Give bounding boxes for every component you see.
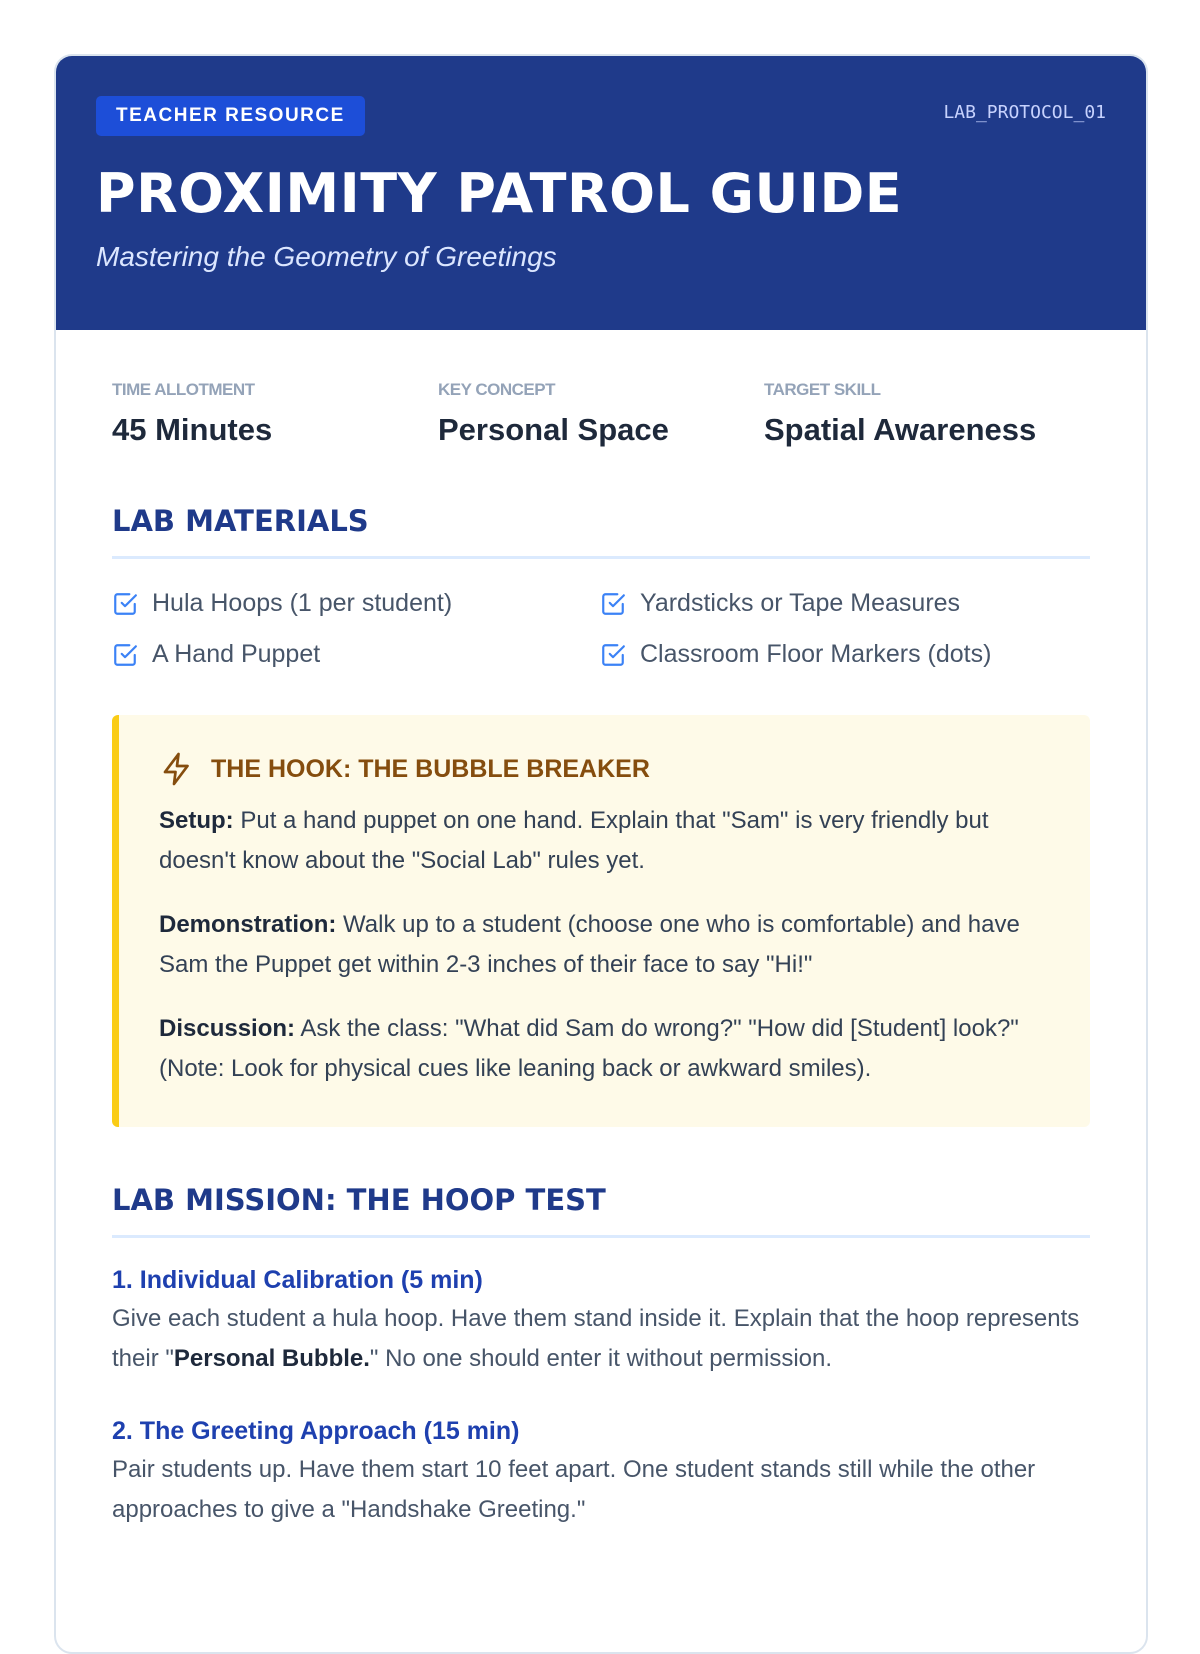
hook-label: Discussion: bbox=[159, 1015, 296, 1042]
hook-paragraph-demonstration bbox=[159, 905, 1050, 985]
meta-label: TARGET SKILL bbox=[764, 380, 881, 399]
material-item bbox=[112, 640, 600, 669]
protocol-id: LAB_PROTOCOL_01 bbox=[943, 102, 1106, 123]
guide-body bbox=[56, 330, 1146, 1530]
page-title: PROXIMITY PATROL GUIDE bbox=[96, 162, 903, 225]
checkbox-checked-icon bbox=[600, 642, 626, 668]
mission-step bbox=[112, 1417, 1090, 1530]
hook-text: Put a hand puppet on one hand. Explain that "Sam" is very friendly but doesn't know about the "Social Lab" rules yet. bbox=[159, 807, 989, 874]
mission-heading: LAB MISSION: THE HOOP TEST bbox=[112, 1183, 1090, 1238]
meta-label: KEY CONCEPT bbox=[438, 380, 555, 399]
meta-label: TIME ALLOTMENT bbox=[112, 380, 255, 399]
teacher-resource-badge: TEACHER RESOURCE bbox=[96, 96, 365, 136]
material-label: Yardsticks or Tape Measures bbox=[640, 589, 961, 617]
step-text-emphasis: Personal Bubble. bbox=[173, 1345, 370, 1372]
hook-paragraph-setup bbox=[159, 801, 1050, 881]
meta-row bbox=[112, 380, 1090, 448]
materials-heading: LAB MATERIALS bbox=[112, 504, 1090, 559]
material-label: Hula Hoops (1 per student) bbox=[152, 589, 453, 617]
material-item bbox=[112, 589, 600, 618]
page-subtitle: Mastering the Geometry of Greetings bbox=[96, 241, 557, 273]
step-title: 1. Individual Calibration (5 min) bbox=[112, 1266, 483, 1294]
hook-text: Walk up to a student (choose one who is comfortable) and have Sam the Puppet get within 2-3 inches of their face to say "Hi!" bbox=[159, 911, 1020, 978]
material-label: A Hand Puppet bbox=[152, 640, 321, 668]
materials-list bbox=[112, 589, 1090, 669]
step-text bbox=[112, 1299, 1090, 1379]
guide-header bbox=[56, 56, 1146, 330]
hook-heading bbox=[159, 751, 1050, 787]
hook-label: Setup: bbox=[159, 807, 234, 834]
meta-value: 45 Minutes bbox=[112, 412, 273, 447]
hook-paragraph-discussion bbox=[159, 1009, 1050, 1089]
material-label: Classroom Floor Markers (dots) bbox=[640, 640, 992, 668]
material-item bbox=[600, 589, 1070, 618]
hook-callout bbox=[112, 715, 1090, 1127]
guide-card bbox=[54, 54, 1148, 1654]
checkbox-checked-icon bbox=[112, 642, 138, 668]
meta-value: Spatial Awareness bbox=[764, 412, 1037, 447]
step-text: Pair students up. Have them start 10 feet apart. One student stands still while the other approaches to give a "Handshake Greeting." bbox=[112, 1456, 1036, 1523]
step-text-part: Give each student a hula hoop. Have them stand inside it. Explain that the hoop represents their " bbox=[112, 1305, 1080, 1372]
hook-label: Demonstration: bbox=[159, 911, 337, 938]
checkbox-checked-icon bbox=[112, 591, 138, 617]
hook-text: Ask the class: "What did Sam do wrong?" "How did [Student] look?" (Note: Look for physical cues like leaning back or awkward smiles). bbox=[159, 1015, 1019, 1082]
checkbox-checked-icon bbox=[600, 591, 626, 617]
material-item bbox=[600, 640, 1070, 669]
step-title: 2. The Greeting Approach (15 min) bbox=[112, 1417, 520, 1445]
lightning-bolt-icon bbox=[159, 751, 195, 787]
step-text-part: " No one should enter it without permission. bbox=[369, 1345, 833, 1372]
meta-concept bbox=[438, 380, 764, 448]
meta-skill bbox=[764, 380, 1090, 448]
meta-time bbox=[112, 380, 438, 448]
meta-value: Personal Space bbox=[438, 412, 669, 447]
hook-title-text: THE HOOK: THE BUBBLE BREAKER bbox=[211, 754, 650, 783]
mission-step bbox=[112, 1266, 1090, 1379]
